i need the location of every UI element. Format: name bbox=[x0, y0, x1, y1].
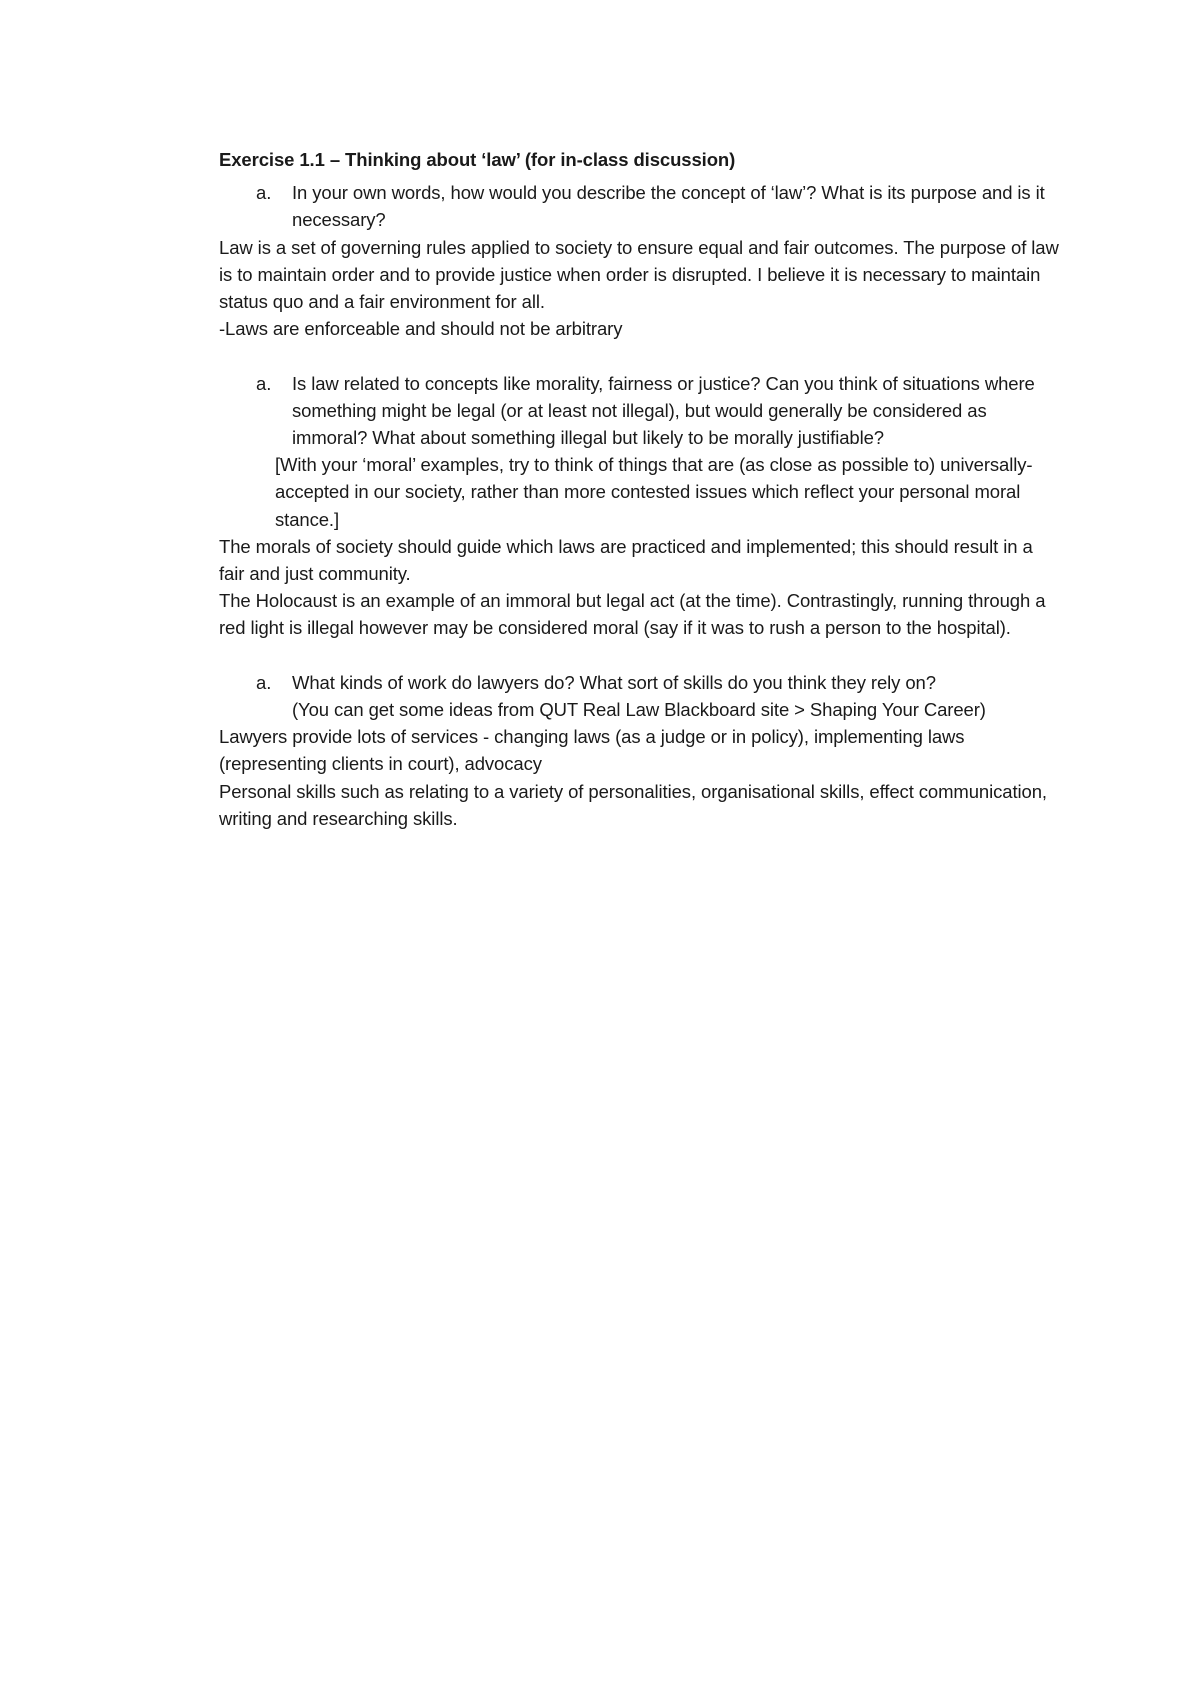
exercise-title: Exercise 1.1 – Thinking about ‘law’ (for in-class discussion) bbox=[219, 149, 736, 170]
question-1 bbox=[219, 179, 1059, 233]
answer-paragraph: Personal skills such as relating to a variety of personalities, organisational skills, effect communication, writing and researching skills. bbox=[219, 780, 1047, 829]
answer-paragraph: The Holocaust is an example of an immoral but legal act (at the time). Contrastingly, running through a red light is illegal however may be considered moral (say if it was to rush a person to the hospital). bbox=[219, 590, 1046, 639]
spacer bbox=[219, 642, 1059, 669]
answer-paragraph: Law is a set of governing rules applied to society to ensure equal and fair outcomes. The purpose of law is to maintain order and to provide justice when order is disrupted. I believe it is necessary to maintain status quo and a fair environment for all. bbox=[219, 236, 1059, 313]
list-marker: a. bbox=[256, 182, 272, 204]
question-text: What kinds of work do lawyers do? What sort of skills do you think they rely on? bbox=[292, 671, 936, 693]
question-text: In your own words, how would you describe the concept of ‘law’? What is its purpose and is it necessary? bbox=[292, 182, 1045, 231]
question-text: Is law related to concepts like morality, fairness or justice? Can you think of situations where something might be legal (or at least not illegal), but would generally be considered as immoral? What about something illegal but likely to be morally justifiable? bbox=[292, 372, 1035, 449]
answer-paragraph: -Laws are enforceable and should not be arbitrary bbox=[219, 318, 623, 340]
section-1 bbox=[219, 179, 1059, 342]
section-2 bbox=[219, 370, 1059, 642]
question-note: (You can get some ideas from QUT Real Law Blackboard site > Shaping Your Career) bbox=[292, 699, 986, 721]
answer-paragraph: The morals of society should guide which laws are practiced and implemented; this should result in a fair and just community. bbox=[219, 535, 1033, 585]
list-marker: a. bbox=[256, 372, 272, 394]
question-2 bbox=[219, 370, 1059, 452]
document-body bbox=[219, 146, 1059, 832]
answer-paragraph: Lawyers provide lots of services - changing laws (as a judge or in policy), implementing laws (representing clients in court), advocacy bbox=[219, 726, 965, 775]
question-note: [With your ‘moral’ examples, try to think of things that are (as close as possible to) universally-accepted in our society, rather than more contested issues which reflect your personal moral stance.] bbox=[275, 454, 1033, 530]
question-3 bbox=[219, 669, 1059, 696]
list-marker: a. bbox=[256, 671, 272, 693]
spacer bbox=[219, 342, 1059, 369]
section-3 bbox=[219, 669, 1059, 832]
